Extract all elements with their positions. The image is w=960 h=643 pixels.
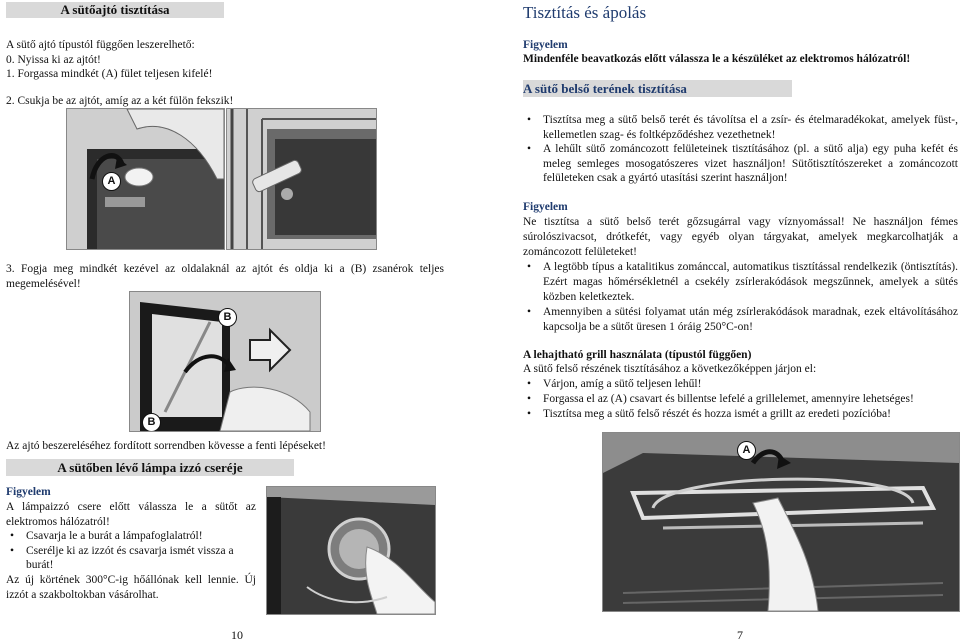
lamp-section-title: A sütőben lévő lámpa izzó cseréje — [6, 459, 294, 476]
door-step-3: 3. Fogja meg mindkét kezével az oldalaknál az ajtót és oldja ki a (B) zsanérok teljes megemelésével! — [6, 263, 444, 290]
interior-cleaning-list — [523, 113, 958, 186]
grill-step: • Forgassa el az (A) csavart és billentse lefelé a grillelemet, amennyire lehetséges! — [523, 392, 958, 407]
interior-cleaning-item: • A lehűlt sütő zománcozott felületeinek tisztításához (pl. a sütő alja) egy puha kefét és meleg semleges mosogatószeres vizet használjon! Sütőtisztítószereket a zománcozott felületeken csak a gyártó utasítási szerint használjon! — [523, 142, 958, 186]
grill-illustration — [602, 432, 960, 612]
reassembly-note: Az ajtó beszereléséhez fordított sorrendben kövesse a fenti lépéseket! — [6, 440, 326, 452]
door-hinge-illustration — [66, 108, 225, 250]
page-number-left: 10 — [231, 628, 243, 642]
interior-section-title: A sütő belső terének tisztítása — [523, 80, 792, 97]
catalytic-item: • A legtöbb típus a katalitikus zománccal, automatikus tisztítással rendelkezik (öntisztítás). Ezért magas hőmérsékletnél a csekély zsírlerakódások megszűnnek, amelyek a sütés közben keletkeztek. — [523, 260, 958, 305]
lamp-warning-heading: Figyelem — [6, 486, 51, 498]
warning2-heading: Figyelem — [523, 201, 568, 213]
door-open-illustration — [226, 108, 377, 250]
warning-heading: Figyelem — [523, 39, 568, 51]
door-intro-text: A sütő ajtó típustól függően leszerelhető: — [6, 39, 195, 51]
door-section-title: A sütőajtó tisztítása — [6, 2, 224, 18]
door-removal-illustration — [129, 291, 321, 432]
lamp-steps-list — [6, 529, 256, 573]
page-title: Tisztítás és ápolás — [523, 3, 647, 22]
marker-b-bottom: B — [142, 413, 161, 432]
lamp-step: • Csavarja le a burát a lámpafoglalatról! — [6, 529, 256, 544]
interior-cleaning-item: • Tisztítsa meg a sütő belső terét és távolítsa el a zsír- és ételmaradékokat, amelyek füst-, kellemetlen szag- és foltképződéshez vezethetnek! — [523, 113, 958, 142]
page-number-right: 7 — [737, 628, 743, 642]
lamp-replacement-illustration — [266, 486, 436, 615]
marker-a-grill: A — [737, 441, 756, 460]
grill-steps-list — [523, 377, 958, 422]
marker-a: A — [102, 172, 121, 191]
catalytic-item: • Amennyiben a sütési folyamat után még zsírlerakódások maradnak, ezek eltávolításához kapcsolja be a sütőt üresen 1 óráig 250°C-on! — [523, 305, 958, 335]
warning-text: Mindenféle beavatkozás előtt válassza le a készüléket az elektromos hálózatról! — [523, 53, 911, 65]
grill-step: • Várjon, amíg a sütő teljesen lehűl! — [523, 377, 958, 392]
door-step-0: 0. Nyissa ki az ajtót! — [6, 54, 101, 66]
grill-heading: A lehajtható grill használata (típustól függően) — [523, 349, 752, 361]
lamp-warning-text: A lámpaizzó csere előtt válassza le a sütőt az elektromos hálózatról! — [6, 501, 256, 528]
grill-step: • Tisztítsa meg a sütő felső részét és hozza ismét a grillt az eredeti pozícióba! — [523, 407, 958, 422]
lamp-note: Az új körtének 300°C-ig hőállónak kell lennie. Új izzót a szakboltokban vásárolhat. — [6, 574, 256, 601]
door-step-1: 1. Forgassa mindkét (A) fület teljesen kifelé! — [6, 68, 213, 80]
door-step-2: 2. Csukja be az ajtót, amíg az a két fülön fekszik! — [6, 95, 234, 107]
lamp-step: • Cserélje ki az izzót és csavarja ismét vissza a burát! — [6, 544, 256, 573]
marker-b-top: B — [218, 308, 237, 327]
grill-intro: A sütő felső részének tisztításához a következőképpen járjon el: — [523, 363, 817, 375]
warning2-text: Ne tisztítsa a sütő belső terét gőzsugárral vagy víznyomással! Ne használjon fémes súrolószivacsot, drótkefét, vagy egyéb olyan tárgyakat, amelyek megkarcolhatják a zománcozott felületeket! — [523, 216, 958, 258]
catalytic-list — [523, 260, 958, 335]
